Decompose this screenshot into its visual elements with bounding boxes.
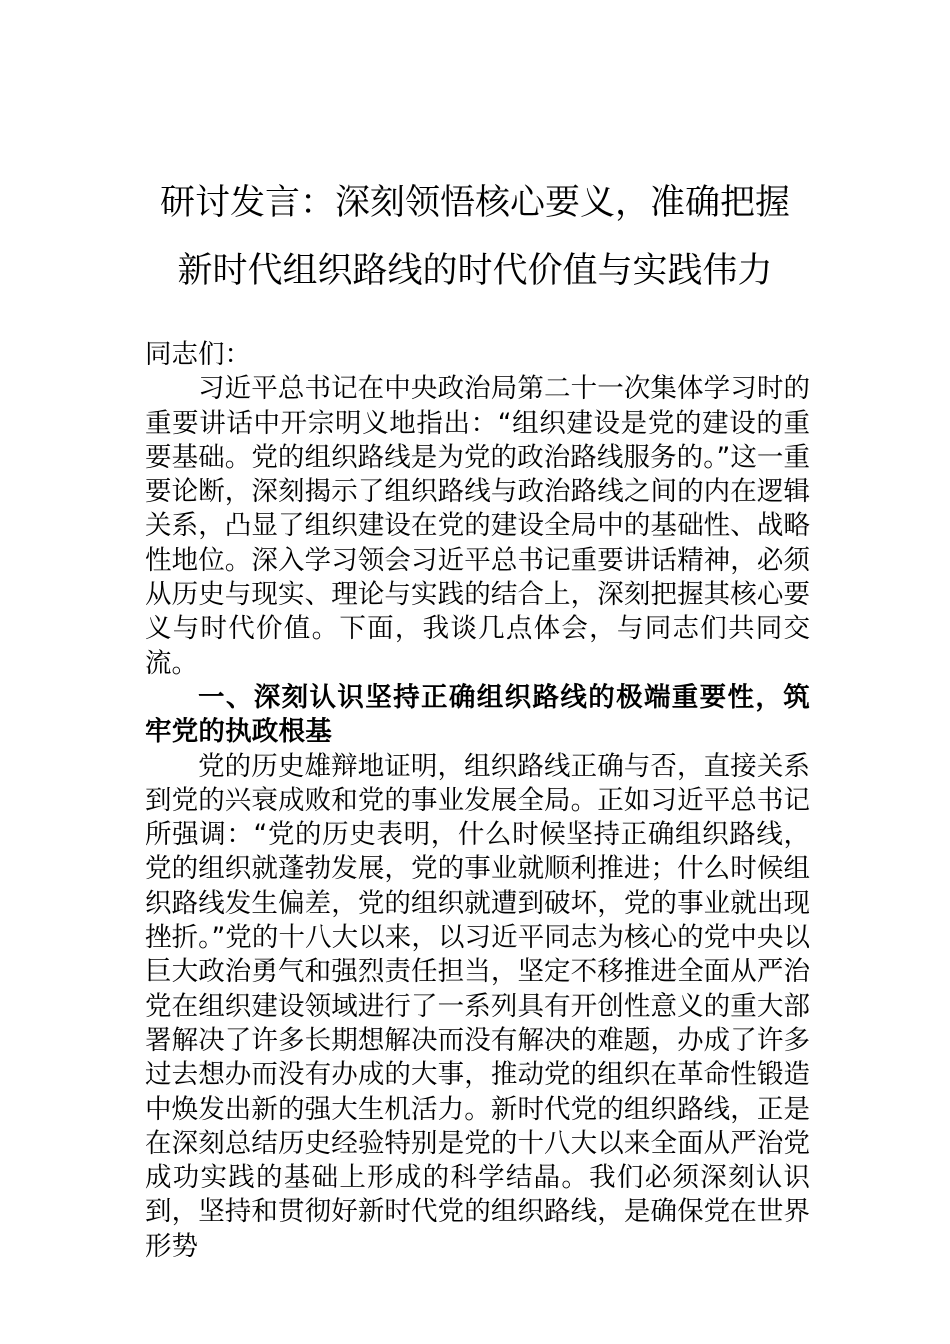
salutation: 同志们：	[145, 339, 251, 370]
paragraph-section-1: 党的历史雄辩地证明，组织路线正确与否，直接关系到党的兴衰成败和党的事业发展全局。正如习近平总书记所强调：“党的历史表明，什么时候坚持正确组织路线，党的组织就蓬勃发展，党的事业就顺利推进；什么时候组织路线发生偏差，党的组织就遭到破坏，党的事业就出现挫折。”党的十八大以来，以习近平同志为核心的党中央以巨大政治勇气和强烈责任担当，坚定不移推进全面从严治党在组织建设领域进行了一系列具有开创性意义的重大部署解决了许多长期想解决而没有解决的难题，办成了许多过去想办而没有办成的大事，推动党的组织在革命性锻造中焕发出新的强大生机活力。新时代党的组织路线，正是在深刻总结历史经验特别是党的十八大以来全面从严治党成功实践的基础上形成的科学结晶。我们必须深刻认识到，坚持和贯彻好新时代党的组织路线，是确保党在世界形势	[145, 750, 810, 1262]
document-body	[145, 338, 810, 1264]
document-title-line2: 新时代组织路线的时代价值与实践伟力	[177, 251, 773, 291]
document-title-line1: 研讨发言：深刻领悟核心要义，准确把握	[159, 183, 790, 223]
section-heading-1: 一、深刻认识坚持正确组织路线的极端重要性，筑牢党的执政根基	[145, 681, 810, 748]
paragraph-intro: 习近平总书记在中央政治局第二十一次集体学习时的重要讲话中开宗明义地指出：“组织建设是党的建设的重要基础。党的组织路线是为党的政治路线服务的。”这一重要论断，深刻揭示了组织路线与政治路线之间的内在逻辑关系，凸显了组织建设在党的建设全局中的基础性、战略性地位。深入学习领会习近平总书记重要讲话精神，必须从历史与现实、理论与实践的结合上，深刻把握其核心要义与时代价值。下面，我谈几点体会，与同志们共同交流。	[145, 373, 810, 679]
